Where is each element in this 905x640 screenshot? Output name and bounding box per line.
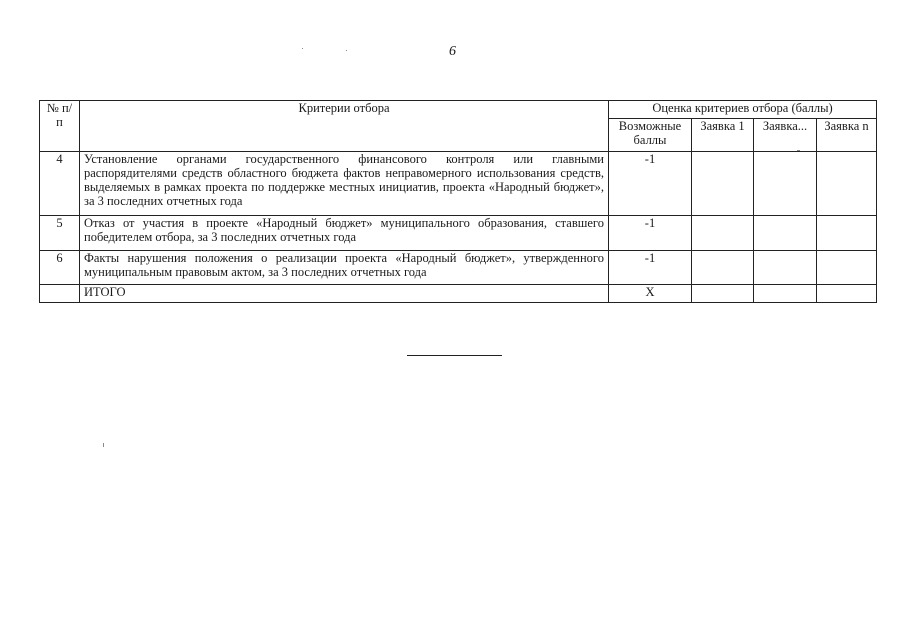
row-num: 5 <box>40 216 80 251</box>
criteria-table <box>39 100 877 303</box>
total-label: ИТОГО <box>80 285 609 303</box>
row-app-1 <box>692 152 754 216</box>
header-app-n: Заявка n <box>817 119 877 152</box>
scan-speck <box>346 50 347 51</box>
total-num <box>40 285 80 303</box>
total-possible: Х <box>609 285 692 303</box>
header-criteria: Критерии отбора <box>80 101 609 152</box>
row-possible: -1 <box>609 251 692 285</box>
row-app-n <box>817 152 877 216</box>
header-app-dots: Заявка... <box>754 119 817 152</box>
table-row <box>40 251 877 285</box>
row-num: 4 <box>40 152 80 216</box>
table-header-row <box>40 101 877 119</box>
row-possible: -1 <box>609 152 692 216</box>
scan-speck <box>797 150 800 151</box>
table-total-row <box>40 285 877 303</box>
header-possible: Возможные баллы <box>609 119 692 152</box>
total-app-1 <box>692 285 754 303</box>
header-num: № п/п <box>40 101 80 152</box>
header-score-group: Оценка критериев отбора (баллы) <box>609 101 877 119</box>
row-app-1 <box>692 251 754 285</box>
table-row <box>40 216 877 251</box>
row-app-n <box>817 216 877 251</box>
total-app-dots <box>754 285 817 303</box>
row-criterion: Отказ от участия в проекте «Народный бюджет» муниципального образования, ставшего победителем отбора, за 3 последних отчетных года <box>80 216 609 251</box>
total-app-n <box>817 285 877 303</box>
scan-speck <box>302 48 303 49</box>
page-number: 6 <box>449 44 456 59</box>
row-criterion: Факты нарушения положения о реализации проекта «Народный бюджет», утвержденного муниципальным правовым актом, за 3 последних отчетных года <box>80 251 609 285</box>
row-app-dots <box>754 152 817 216</box>
header-app-1: Заявка 1 <box>692 119 754 152</box>
scan-speck <box>103 443 104 447</box>
table-row <box>40 152 877 216</box>
row-app-dots <box>754 251 817 285</box>
row-app-dots <box>754 216 817 251</box>
row-criterion: Установление органами государственного финансового контроля или главными распорядителями средств областного бюджета фактов неправомерного использования средств, выделяемых в рамках проекта по поддержке местных инициатив, проекта «Народный бюджет», за 3 последних отчетных года <box>80 152 609 216</box>
row-num: 6 <box>40 251 80 285</box>
row-app-n <box>817 251 877 285</box>
row-app-1 <box>692 216 754 251</box>
row-possible: -1 <box>609 216 692 251</box>
end-of-document-rule <box>407 355 502 356</box>
